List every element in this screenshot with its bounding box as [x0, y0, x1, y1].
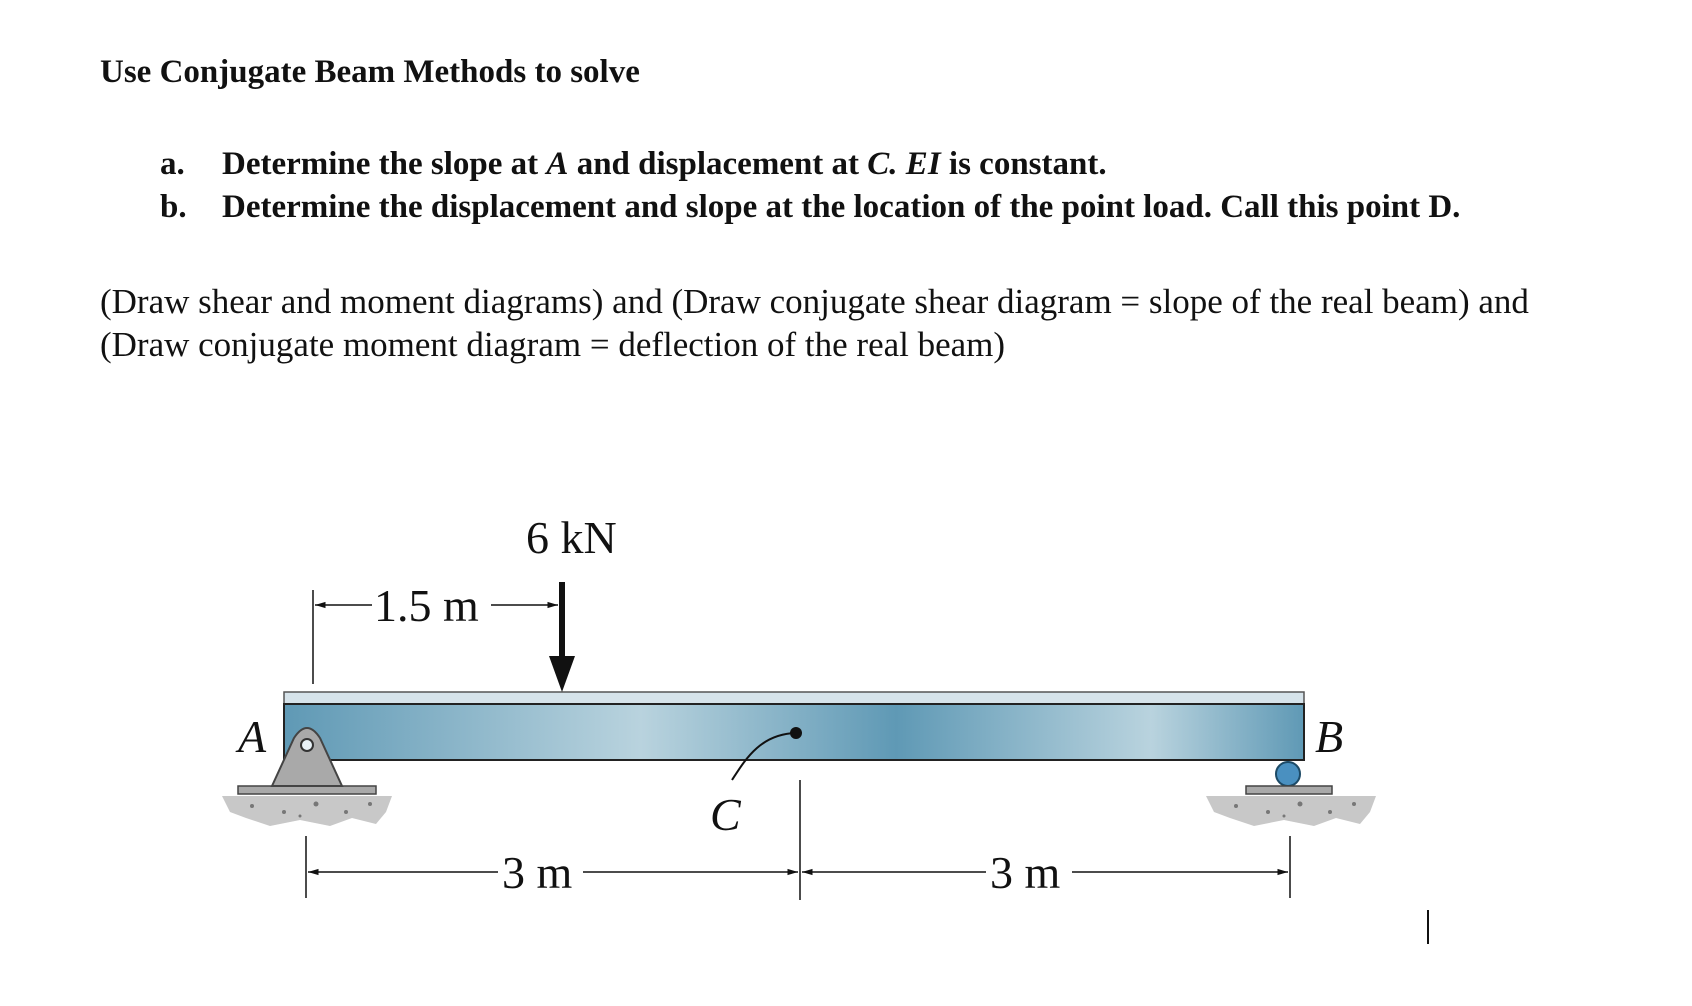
span-right-label: 3 m [990, 847, 1061, 898]
beam [284, 692, 1304, 760]
question-a-part-5: is constant. [940, 146, 1107, 182]
load-position-label: 1.5 m [374, 580, 479, 631]
question-a-part-3: and displacement at [568, 146, 868, 182]
text-cursor [1427, 910, 1429, 944]
question-b-letter: b. [160, 189, 187, 225]
point-load-arrow [549, 582, 575, 692]
span-dimension [306, 780, 1290, 900]
point-a-label: A [238, 711, 267, 762]
instructions-line-2: (Draw conjugate moment diagram = deflection of the real beam) [100, 325, 1006, 364]
ground-hatch-b [1206, 796, 1376, 826]
ground-hatch-a [222, 796, 392, 826]
span-left-label: 3 m [502, 847, 573, 898]
question-a-part-2: A [546, 146, 569, 182]
question-a-part-1: Determine the slope at [222, 146, 547, 182]
instructions-line-1: (Draw shear and moment diagrams) and (Draw conjugate shear diagram = slope of the real beam) and [100, 282, 1529, 321]
point-c-label: C [710, 789, 741, 840]
question-a-part-4: C. EI [867, 146, 941, 182]
problem-heading: Use Conjugate Beam Methods to solve [100, 54, 640, 90]
point-b-label: B [1315, 711, 1344, 762]
question-b-text: Determine the displacement and slope at the location of the point load. Call this point D. [222, 189, 1461, 225]
load-label: 6 kN [526, 512, 617, 563]
question-a-letter: a. [160, 146, 185, 182]
roller-support-b [1246, 762, 1332, 794]
